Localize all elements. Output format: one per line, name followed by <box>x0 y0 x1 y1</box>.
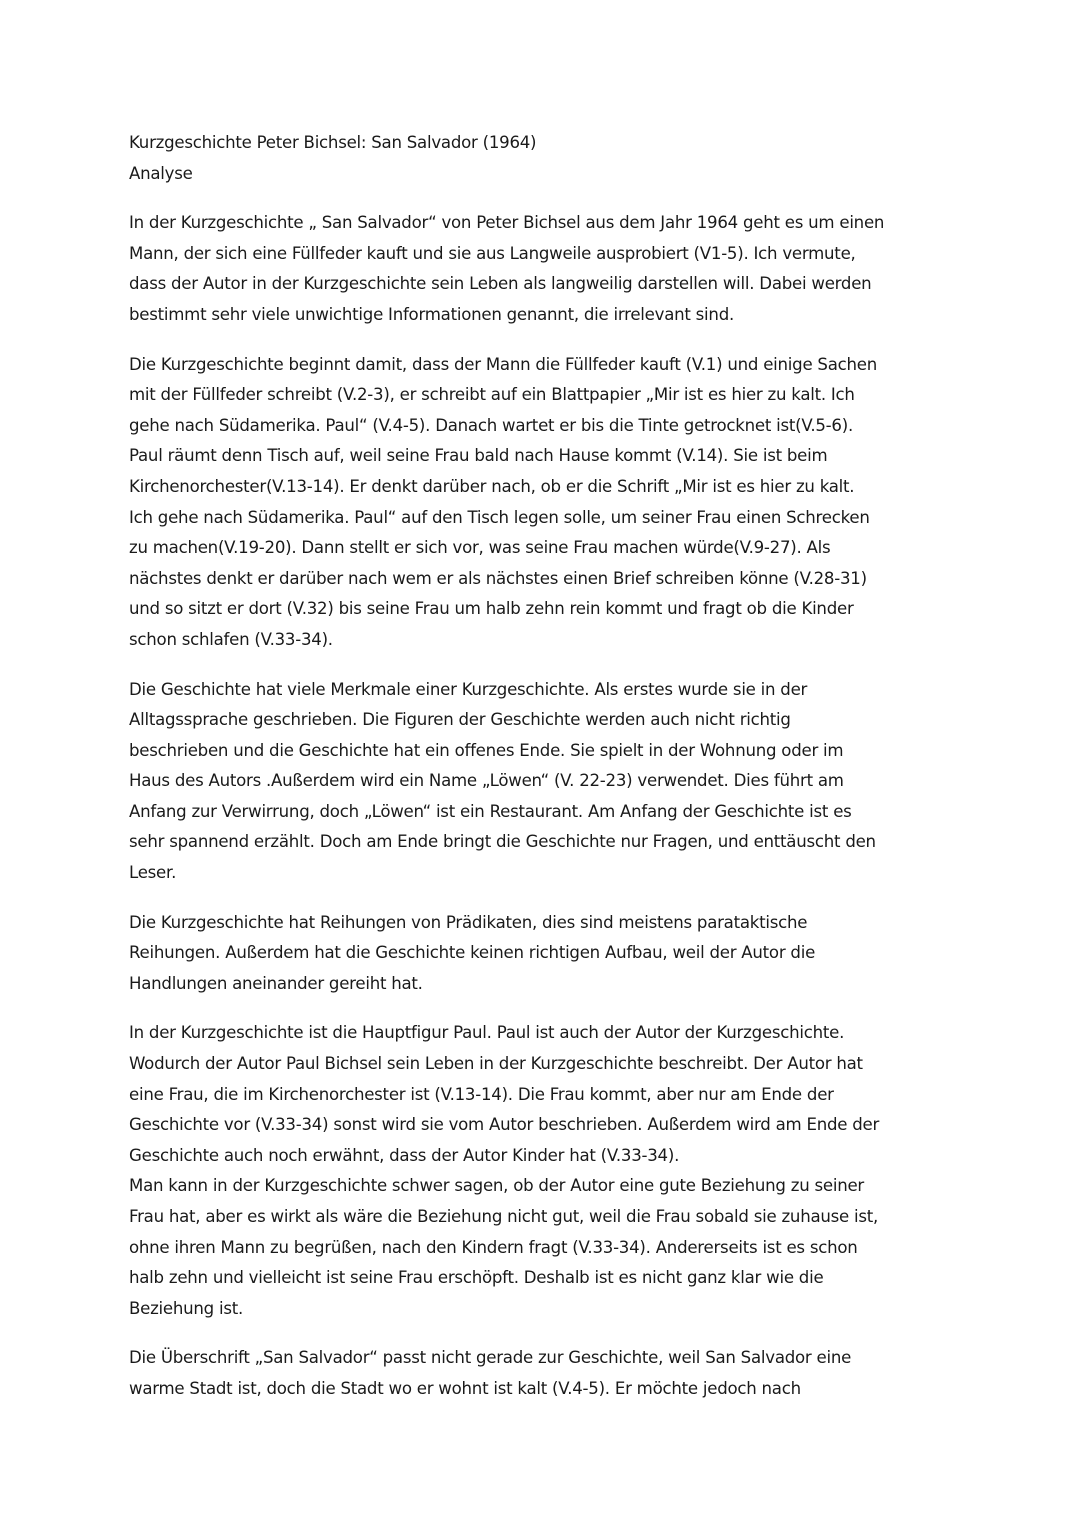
text-line: warme Stadt ist, doch die Stadt wo er wohnt ist kalt (V.4-5). Er möchte jedoch nach <box>129 1378 801 1398</box>
text-line: Die Kurzgeschichte beginnt damit, dass der Mann die Füllfeder kauft (V.1) und einige Sachen <box>129 354 877 374</box>
text-line: bestimmt sehr viele unwichtige Informationen genannt, die irrelevant sind. <box>129 304 734 324</box>
text-line: Frau hat, aber es wirkt als wäre die Beziehung nicht gut, weil die Frau sobald sie zuhause ist, <box>129 1207 879 1226</box>
text-line: Wodurch der Autor Paul Bichsel sein Leben in der Kurzgeschichte beschreibt. Der Autor hat <box>129 1054 863 1074</box>
text-line: zu machen(V.19-20). Dann stellt er sich vor, was seine Frau machen würde(V.9-27). Als <box>129 538 831 558</box>
text-line: Man kann in der Kurzgeschichte schwer sagen, ob der Autor eine gute Beziehung zu seiner <box>129 1176 864 1196</box>
text-line: In der Kurzgeschichte „ San Salvador“ von Peter Bichsel aus dem Jahr 1964 geht es um einen <box>129 213 885 233</box>
document-subtitle: Analyse <box>129 163 193 183</box>
document-title: Kurzgeschichte Peter Bichsel: San Salvador (1964) <box>129 133 537 152</box>
text-line: gehe nach Südamerika. Paul“ (V.4-5). Danach wartet er bis die Tinte getrocknet ist(V.5-6). <box>129 415 853 435</box>
text-line: halb zehn und vielleicht ist seine Frau erschöpft. Deshalb ist es nicht ganz klar wie die <box>129 1268 824 1288</box>
text-line: ohne ihren Mann zu begrüßen, nach den Kindern fragt (V.33-34). Andererseits ist es schon <box>129 1237 858 1257</box>
text-line: Alltagssprache geschrieben. Die Figuren der Geschichte werden auch nicht richtig <box>129 710 791 730</box>
text-line: nächstes denkt er darüber nach wem er als nächstes einen Brief schreiben könne (V.28-31) <box>129 568 867 588</box>
text-line: Geschichte auch noch erwähnt, dass der Autor Kinder hat (V.33-34). <box>129 1145 680 1165</box>
text-line: Geschichte vor (V.33-34) sonst wird sie vom Autor beschrieben. Außerdem wird am Ende der <box>129 1115 880 1135</box>
paragraph-features <box>129 675 959 889</box>
text-line: Reihungen. Außerdem hat die Geschichte keinen richtigen Aufbau, weil der Autor die <box>129 943 816 963</box>
paragraph-style <box>129 908 959 1000</box>
text-line: Leser. <box>129 863 177 883</box>
text-line: schon schlafen (V.33-34). <box>129 629 333 649</box>
text-line: Paul räumt denn Tisch auf, weil seine Frau bald nach Hause kommt (V.14). Sie ist beim <box>129 446 828 466</box>
text-line: In der Kurzgeschichte ist die Hauptfigur Paul. Paul ist auch der Autor der Kurzgeschichte. <box>129 1023 845 1043</box>
text-line: Ich gehe nach Südamerika. Paul“ auf den Tisch legen solle, um seiner Frau einen Schrecken <box>129 507 870 527</box>
text-line: Kirchenorchester(V.13-14). Er denkt darüber nach, ob er die Schrift „Mir ist es hier zu kalt. <box>129 476 855 496</box>
text-line: Die Kurzgeschichte hat Reihungen von Prädikaten, dies sind meistens parataktische <box>129 912 808 932</box>
paragraph-characters <box>129 1018 959 1324</box>
document-content <box>129 128 959 1405</box>
text-line: Haus des Autors .Außerdem wird ein Name „Löwen“ (V. 22-23) verwendet. Dies führt am <box>129 771 844 791</box>
text-line: sehr spannend erzählt. Doch am Ende bringt die Geschichte nur Fragen, und enttäuscht den <box>129 832 876 852</box>
text-line: Handlungen aneinander gereiht hat. <box>129 973 423 993</box>
text-line: und so sitzt er dort (V.32) bis seine Frau um halb zehn rein kommt und fragt ob die Kinder <box>129 599 854 619</box>
text-line: dass der Autor in der Kurzgeschichte sein Leben als langweilig darstellen will. Dabei werden <box>129 274 872 294</box>
text-line: eine Frau, die im Kirchenorchester ist (V.13-14). Die Frau kommt, aber nur am Ende der <box>129 1084 834 1104</box>
paragraph-summary <box>129 350 959 656</box>
text-line: Die Überschrift „San Salvador“ passt nicht gerade zur Geschichte, weil San Salvador eine <box>129 1348 852 1368</box>
paragraph-intro <box>129 208 959 330</box>
text-line: mit der Füllfeder schreibt (V.2-3), er schreibt auf ein Blattpapier „Mir ist es hier zu kalt. Ich <box>129 385 855 405</box>
text-line: Die Geschichte hat viele Merkmale einer Kurzgeschichte. Als erstes wurde sie in der <box>129 679 808 699</box>
paragraph-title-analysis <box>129 1343 959 1404</box>
text-line: Anfang zur Verwirrung, doch „Löwen“ ist ein Restaurant. Am Anfang der Geschichte ist es <box>129 801 852 821</box>
text-line: Mann, der sich eine Füllfeder kauft und sie aus Langweile ausprobiert (V1-5). Ich vermute, <box>129 243 856 263</box>
text-line: Beziehung ist. <box>129 1298 244 1318</box>
text-line: beschrieben und die Geschichte hat ein offenes Ende. Sie spielt in der Wohnung oder im <box>129 740 844 760</box>
